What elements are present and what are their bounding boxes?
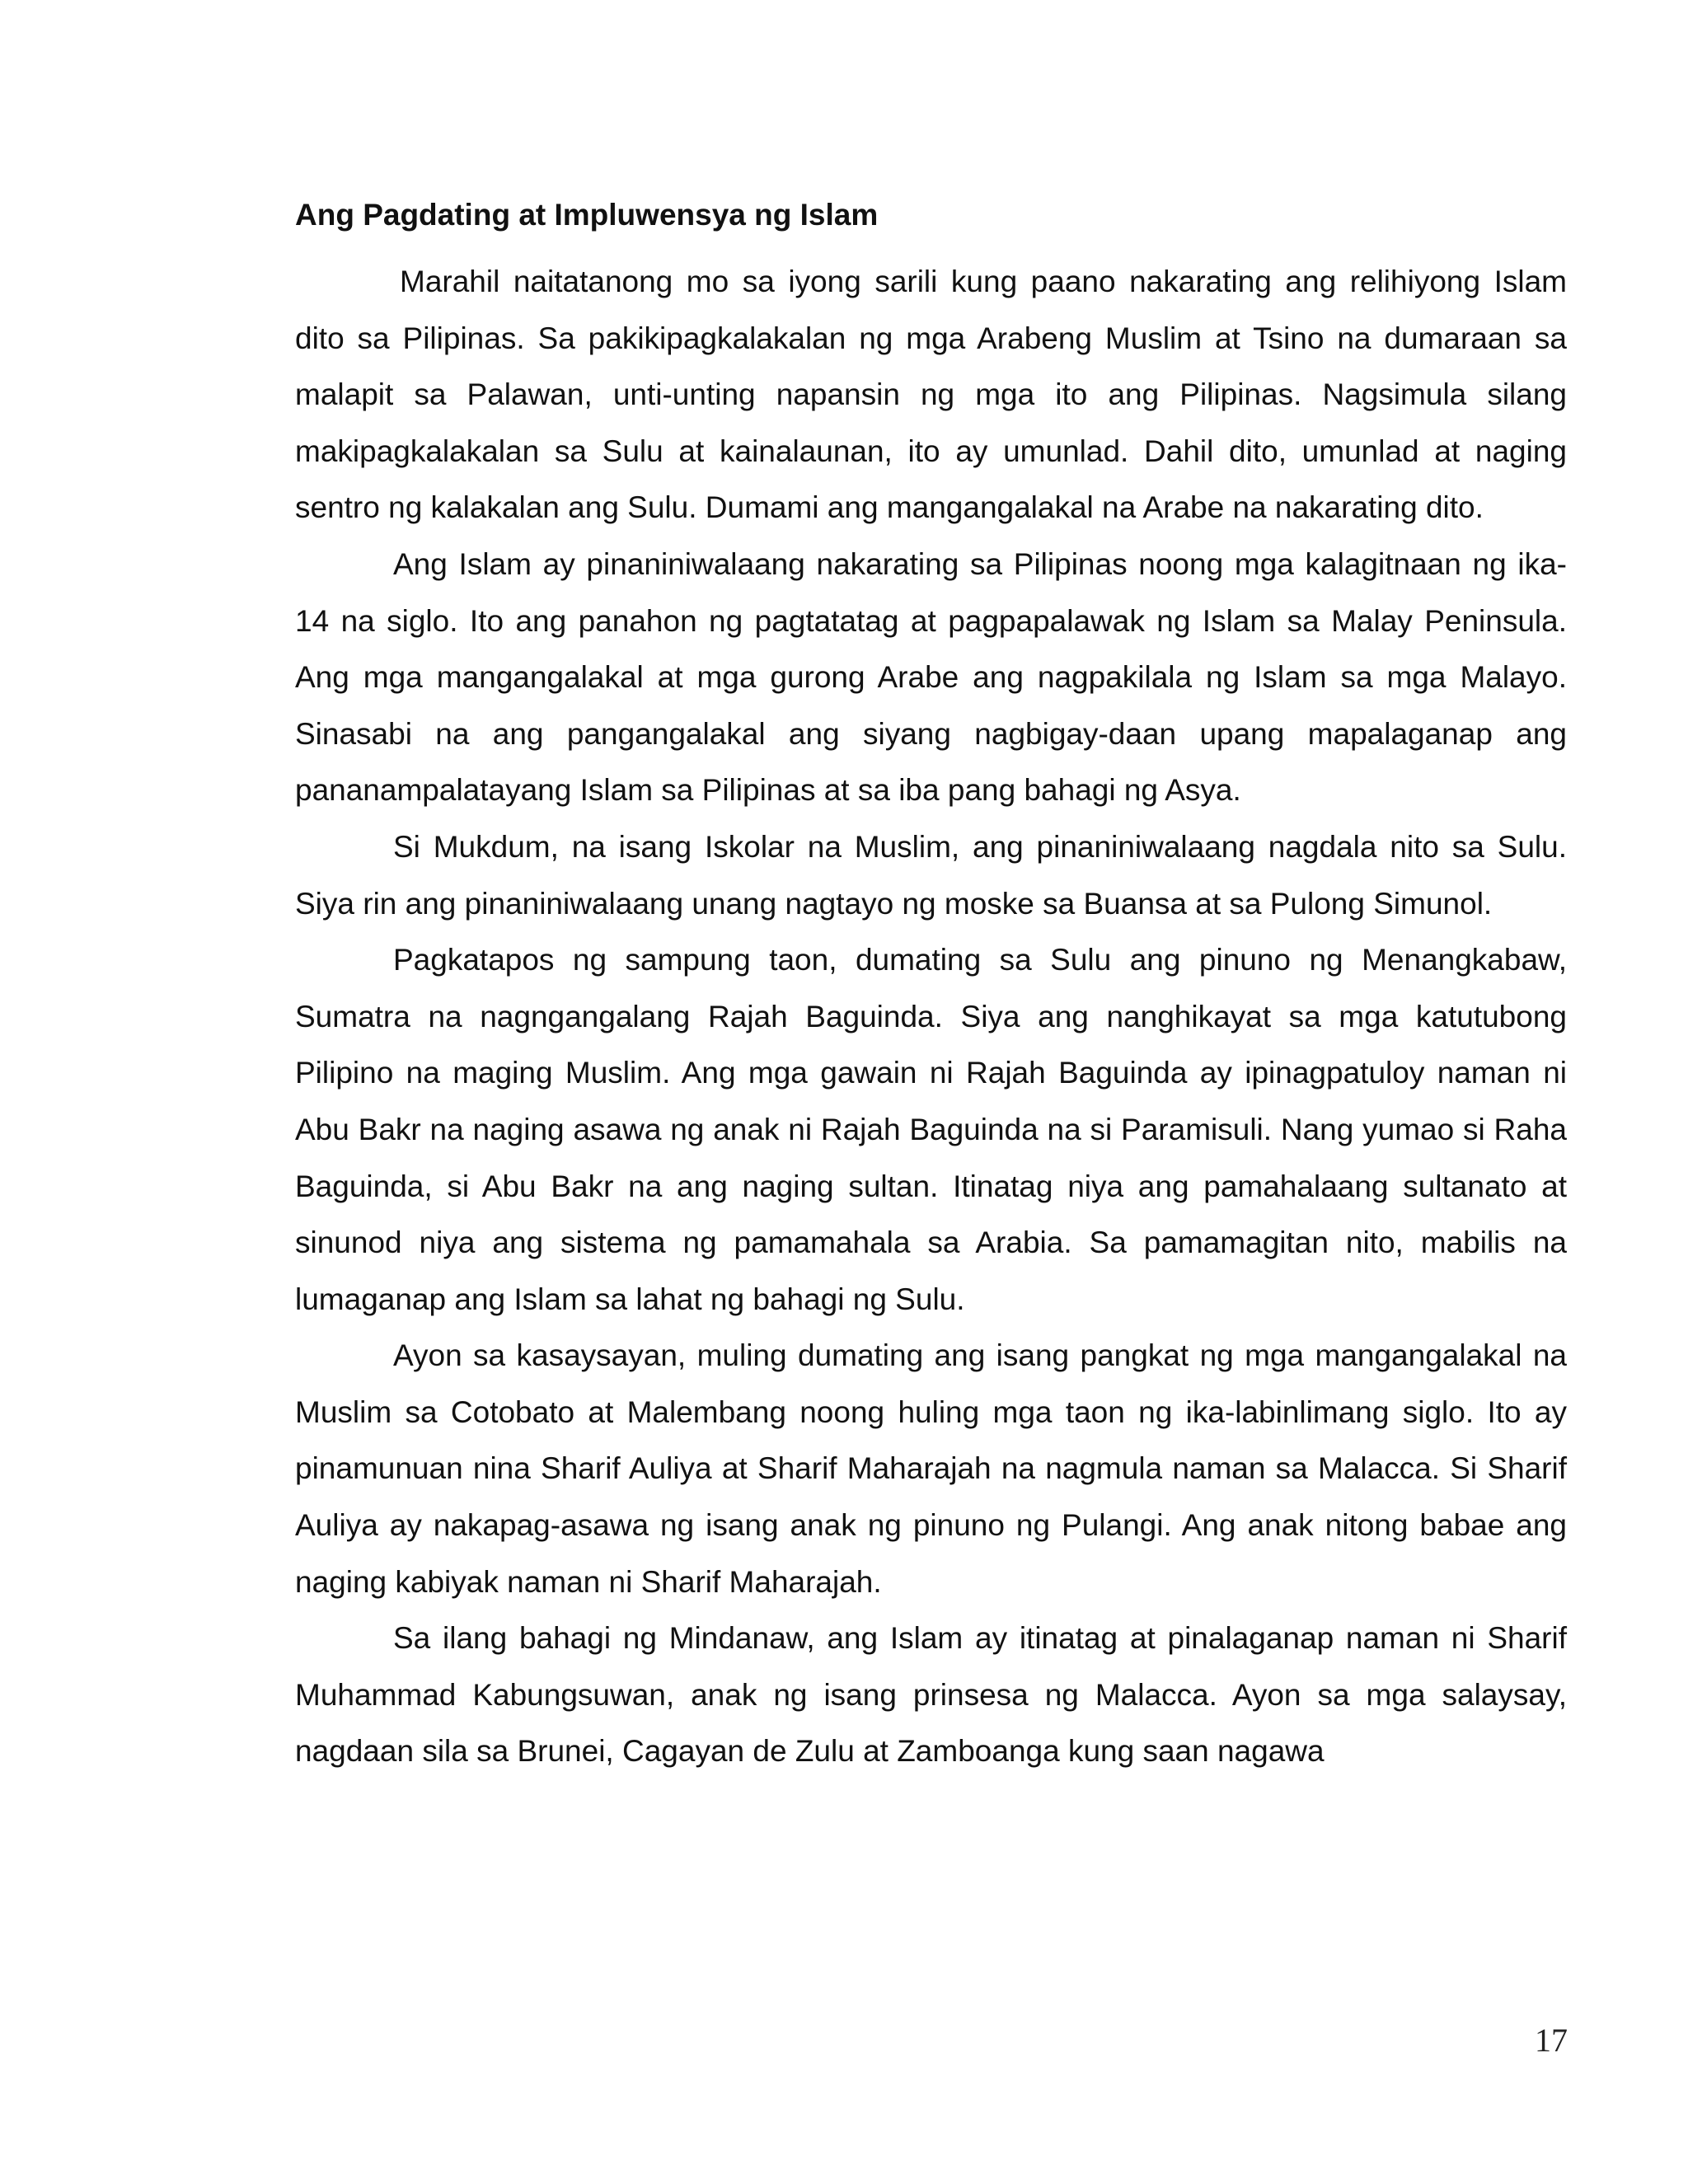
page-number: 17 (1535, 2022, 1568, 2059)
paragraph-4: Pagkatapos ng sampung taon, dumating sa Sulu ang pinuno ng Menangkabaw, Sumatra na nagngangalang Rajah Baguinda. Siya ang nanghikayat sa mga katutubong Pilipino na maging Muslim. Ang mga gawain ni Rajah Baguinda ay ipinagpatuloy naman ni Abu Bakr na naging asawa ng anak ni Rajah Baguinda na si Paramisuli. Nang yumao si Raha Baguinda, si Abu Bakr na ang naging sultan. Itinatag niya ang pamahalaang sultanato at sinunod niya ang sistema ng pamamahala sa Arabia. Sa pamamagitan nito, mabilis na lumaganap ang Islam sa lahat ng bahagi ng Sulu. (295, 943, 1567, 1316)
section-heading: Ang Pagdating at Impluwensya ng Islam (295, 198, 879, 232)
paragraph-3: Si Mukdum, na isang Iskolar na Muslim, ang pinaniniwalaang nagdala nito sa Sulu. Siya rin ang pinaniniwalaang unang nagtayo ng moske sa Buansa at sa Pulong Simunol. (295, 829, 1567, 921)
paragraph-6: Sa ilang bahagi ng Mindanaw, ang Islam ay itinatag at pinalaganap naman ni Sharif Muhammad Kabungsuwan, anak ng isang prinsesa ng Malacca. Ayon sa mga salaysay, nagdaan sila sa Brunei, Cagayan de Zulu at Zamboanga kung saan nagawa (295, 1621, 1567, 1769)
paragraph-1: Marahil naitatanong mo sa iyong sarili kung paano nakarating ang relihiyong Islam dito sa Pilipinas. Sa pakikipagkalakalan ng mga Arabeng Muslim at Tsino na dumaraan sa malapit sa Palawan, unti-unting napansin ng mga ito ang Pilipinas. Nagsimula silang makipagkalakalan sa Sulu at kainalaunan, ito ay umunlad. Dahil dito, umunlad at naging sentro ng kalakalan ang Sulu. Dumami ang mangangalakal na Arabe na nakarating dito. (295, 265, 1567, 525)
paragraph-5: Ayon sa kasaysayan, muling dumating ang isang pangkat ng mga mangangalakal na Muslim sa Cotobato at Malembang noong huling mga taon ng ika-labinlimang siglo. Ito ay pinamunuan nina Sharif Auliya at Sharif Maharajah na nagmula naman sa Malacca. Si Sharif Auliya ay nakapag-asawa ng isang anak ng pinuno ng Pulangi. Ang anak nitong babae ang naging kabiyak naman ni Sharif Maharajah. (295, 1338, 1567, 1599)
page-content (295, 194, 1567, 1780)
paragraph-2: Ang Islam ay pinaniniwalaang nakarating sa Pilipinas noong mga kalagitnaan ng ika-14 na siglo. Ito ang panahon ng pagtatatag at pagpapalawak ng Islam sa Malay Peninsula. Ang mga mangangalakal at mga gurong Arabe ang nagpakilala ng Islam sa mga Malayo. Sinasabi na ang pangangalakal ang siyang nagbigay-daan upang mapalaganap ang pananampalatayang Islam sa Pilipinas at sa iba pang bahagi ng Asya. (295, 546, 1567, 808)
